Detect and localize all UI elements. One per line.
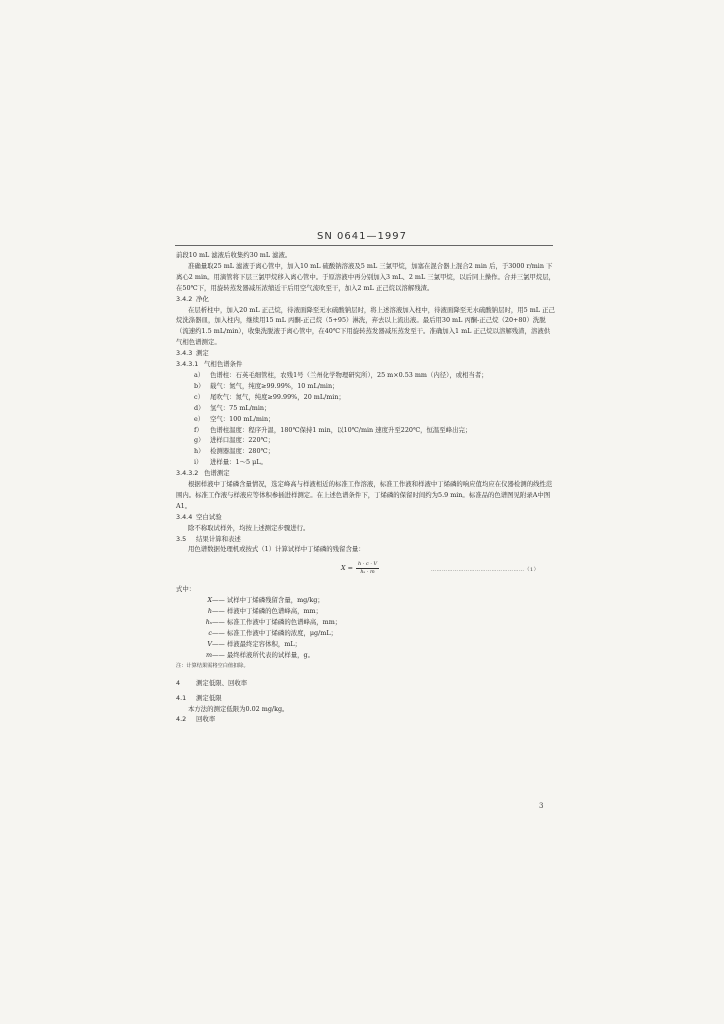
gc-condition-item: c） 尾吹气：氮气，纯度≥99.99%，20 mL/min； <box>194 392 345 401</box>
definition-row: hₛ—— 标准工作液中丁烯磷的色谱峰高，mm； <box>205 618 342 627</box>
gc-conditions-list <box>176 370 556 468</box>
formula-numerator: h · c · V <box>357 561 378 568</box>
section-heading-4-2 <box>176 714 556 725</box>
section-heading-4-1 <box>176 693 556 704</box>
section-heading-4 <box>176 678 556 689</box>
section-number: 4 <box>176 678 181 687</box>
section-title: 测定 <box>196 349 209 358</box>
section-heading-3-4-3-2 <box>176 468 556 479</box>
definition-row: m—— 最终样液所代表的试样量，g。 <box>205 650 314 659</box>
page-number: 3 <box>539 802 544 810</box>
section-title: 测定低限 <box>196 693 222 702</box>
paragraph-blank-test: 除不称取试样外，均按上述测定步骤进行。 <box>188 523 310 532</box>
formula-number: ……………………………………………（1） <box>431 567 540 574</box>
gc-condition-item: i） 进样量：1～5 μL。 <box>194 458 267 467</box>
page-content <box>176 250 556 725</box>
formula <box>341 561 379 576</box>
section-number: 3.4.2 <box>176 294 193 303</box>
paragraph-detection-limit: 本方法的测定低限为0.02 mg/kg。 <box>188 704 289 713</box>
section-number: 3.5 <box>176 534 187 543</box>
section-number: 3.4.3 <box>176 349 193 358</box>
standard-code: SN 0641—1997 <box>317 231 407 242</box>
definition-row: h—— 样液中丁烯磷的色谱峰高，mm； <box>207 607 323 616</box>
section-title: 测定低限、回收率 <box>196 678 248 687</box>
gc-condition-item: e） 空气：100 mL/min； <box>194 414 275 423</box>
paragraph-extraction: 准确量取25 mL 滤液于离心管中，加入10 mL 硫酸钠溶液及5 mL 三氯甲烷，加塞在混合器上混合2 min 后，于3000 r/min 下离心2 min。用滴管将下层三氯甲烷移入离心管中。于原溶液中再分别加入3 mL、2 mL 三氯甲烷，以后同上操作。合并三氯甲烷层，在50℃下，用旋转蒸发器减压浓缩近干后用空气流吹至干，加入2 mL 正己烷以溶解残渣。 <box>176 261 556 292</box>
gc-condition-item: f） 色谱柱温度：程序升温，180℃保持1 min，以10℃/min 速度升至220℃，恒温至峰出完； <box>194 425 472 434</box>
definition-row: V—— 样液最终定容体积，mL； <box>207 639 302 648</box>
section-title: 空白试验 <box>196 512 222 521</box>
section-number: 3.4.3.1 <box>176 360 199 369</box>
definition-row: X—— 试样中丁烯磷残留含量，mg/kg； <box>207 596 324 605</box>
section-heading-3-4-4 <box>176 512 556 523</box>
section-title: 回收率 <box>196 715 216 724</box>
gc-condition-item: g） 进样口温度：220℃； <box>194 436 275 445</box>
section-title: 净化 <box>196 294 209 303</box>
formula-lhs: X = <box>341 564 353 573</box>
gc-condition-item: a） 色谱柱：石英毛细管柱，农残1号（兰州化学物理研究所），25 m×0.53 mm（内径），或相当者； <box>194 370 488 379</box>
section-number: 4.2 <box>176 715 187 724</box>
gc-condition-item: b） 载气：氮气，纯度≥99.99%，10 mL/min； <box>194 381 339 390</box>
formula-fraction <box>356 561 379 576</box>
section-number: 3.4.3.2 <box>176 469 199 478</box>
gc-condition-item: h） 检测器温度：280℃； <box>194 447 275 456</box>
section-number: 4.1 <box>176 693 187 702</box>
section-heading-3-4-2 <box>176 294 556 305</box>
section-heading-3-5 <box>176 534 556 545</box>
definitions-intro: 式中： <box>176 585 196 594</box>
section-heading-3-4-3 <box>176 348 556 359</box>
gc-condition-item: d） 氢气：75 mL/min； <box>194 403 271 412</box>
formula-definitions <box>176 584 556 660</box>
paragraph-cleanup: 在层析柱中，加入20 mL 正己烷，待液面降至无水硫酸钠层时，将上述溶液加入柱中，待液面降至无水硫酸钠层时，用5 mL 正己烷洗涤器皿，加入柱内，继续用15 mL 丙酮-正己烷（5+95）淋洗，弃去以上流出液。最后用30 mL 丙酮-正己烷（20+80）洗脱（流速约1.5 mL/min），收集洗脱液于离心管中，在40℃下用旋转蒸发器减压蒸发至干。准确加入1 mL 正己烷以溶解残渣，溶液供气相色谱测定。 <box>176 305 555 347</box>
section-number: 3.4.4 <box>176 512 193 521</box>
section-title: 气相色谱条件 <box>204 360 243 369</box>
section-title: 结果计算和表述 <box>196 534 241 543</box>
paragraph-calculation: 用色谱数据处理机或按式（1）计算试样中丁烯磷的残留含量： <box>188 545 365 554</box>
section-heading-3-4-3-1 <box>176 359 556 370</box>
formula-denominator: hₛ · m <box>360 569 375 576</box>
section-title: 色谱测定 <box>204 469 230 478</box>
header-rule <box>175 245 553 246</box>
paragraph-chromatography: 根据样液中丁烯磷含量情况，选定峰高与样液相近的标准工作溶液，标准工作液和样液中丁烯磷的响应值均应在仪器检测的线性范围内。标准工作液与样液应等体积参插进样测定。在上述色谱条件下，丁烯磷的保留时间约为5.9 min。标准品的色谱图见附录A中图A1。 <box>176 480 553 510</box>
calculation-note: 注：计算结果需将空白值扣除。 <box>176 662 249 669</box>
paragraph-continuation: 前段10 mL 滤液后收集约30 mL 滤液。 <box>176 251 292 259</box>
formula-row <box>176 558 556 582</box>
definition-row: c—— 标准工作液中丁烯磷的浓度，μg/mL； <box>208 629 337 637</box>
